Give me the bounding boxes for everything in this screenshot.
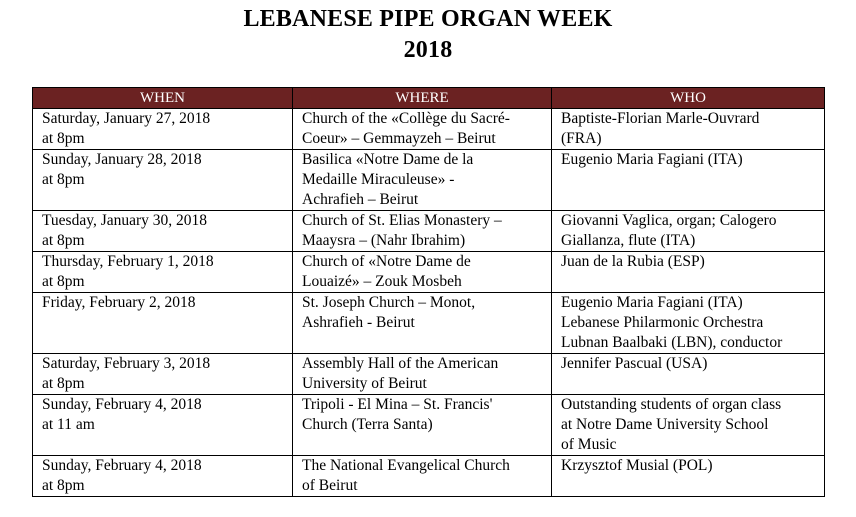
cell-where: Basilica «Notre Dame de la Medaille Miraculeuse» - Achrafieh – Beirut xyxy=(293,150,552,211)
cell-where: Church of «Notre Dame de Louaizé» – Zouk Mosbeh xyxy=(293,252,552,293)
header-where: WHERE xyxy=(293,88,552,109)
document-year: 2018 xyxy=(403,37,453,63)
schedule-table xyxy=(32,87,825,497)
table-row xyxy=(33,354,825,395)
cell-who: Outstanding students of organ class at Notre Dame University School of Music xyxy=(552,395,825,456)
cell-who: Giovanni Vaglica, organ; Calogero Giallanza, flute (ITA) xyxy=(552,211,825,252)
header-row xyxy=(33,88,825,109)
cell-where: Church of St. Elias Monastery – Maaysra – (Nahr Ibrahim) xyxy=(293,211,552,252)
cell-when: Sunday, February 4, 2018 at 8pm xyxy=(33,456,293,497)
cell-where: Assembly Hall of the American University of Beirut xyxy=(293,354,552,395)
document-title: LEBANESE PIPE ORGAN WEEK xyxy=(243,6,613,32)
cell-who: Eugenio Maria Fagiani (ITA) xyxy=(552,150,825,211)
cell-when: Tuesday, January 30, 2018 at 8pm xyxy=(33,211,293,252)
header-who: WHO xyxy=(552,88,825,109)
table-row xyxy=(33,456,825,497)
cell-when: Friday, February 2, 2018 xyxy=(33,293,293,354)
cell-who: Krzysztof Musial (POL) xyxy=(552,456,825,497)
table-row xyxy=(33,109,825,150)
cell-who: Eugenio Maria Fagiani (ITA) Lebanese Philarmonic Orchestra Lubnan Baalbaki (LBN), conductor xyxy=(552,293,825,354)
cell-when: Sunday, February 4, 2018 at 11 am xyxy=(33,395,293,456)
cell-when: Sunday, January 28, 2018 at 8pm xyxy=(33,150,293,211)
table-row xyxy=(33,211,825,252)
cell-who: Jennifer Pascual (USA) xyxy=(552,354,825,395)
table-row xyxy=(33,395,825,456)
cell-when: Saturday, February 3, 2018 at 8pm xyxy=(33,354,293,395)
cell-when: Thursday, February 1, 2018 at 8pm xyxy=(33,252,293,293)
cell-when: Saturday, January 27, 2018 at 8pm xyxy=(33,109,293,150)
cell-who: Juan de la Rubia (ESP) xyxy=(552,252,825,293)
cell-where: The National Evangelical Church of Beirut xyxy=(293,456,552,497)
cell-where: Tripoli - El Mina – St. Francis' Church (Terra Santa) xyxy=(293,395,552,456)
table-row xyxy=(33,150,825,211)
table-row xyxy=(33,293,825,354)
table-row xyxy=(33,252,825,293)
cell-who: Baptiste-Florian Marle-Ouvrard (FRA) xyxy=(552,109,825,150)
header-when: WHEN xyxy=(33,88,293,109)
cell-where: St. Joseph Church – Monot, Ashrafieh - Beirut xyxy=(293,293,552,354)
cell-where: Church of the «Collège du Sacré- Coeur» – Gemmayzeh – Beirut xyxy=(293,109,552,150)
